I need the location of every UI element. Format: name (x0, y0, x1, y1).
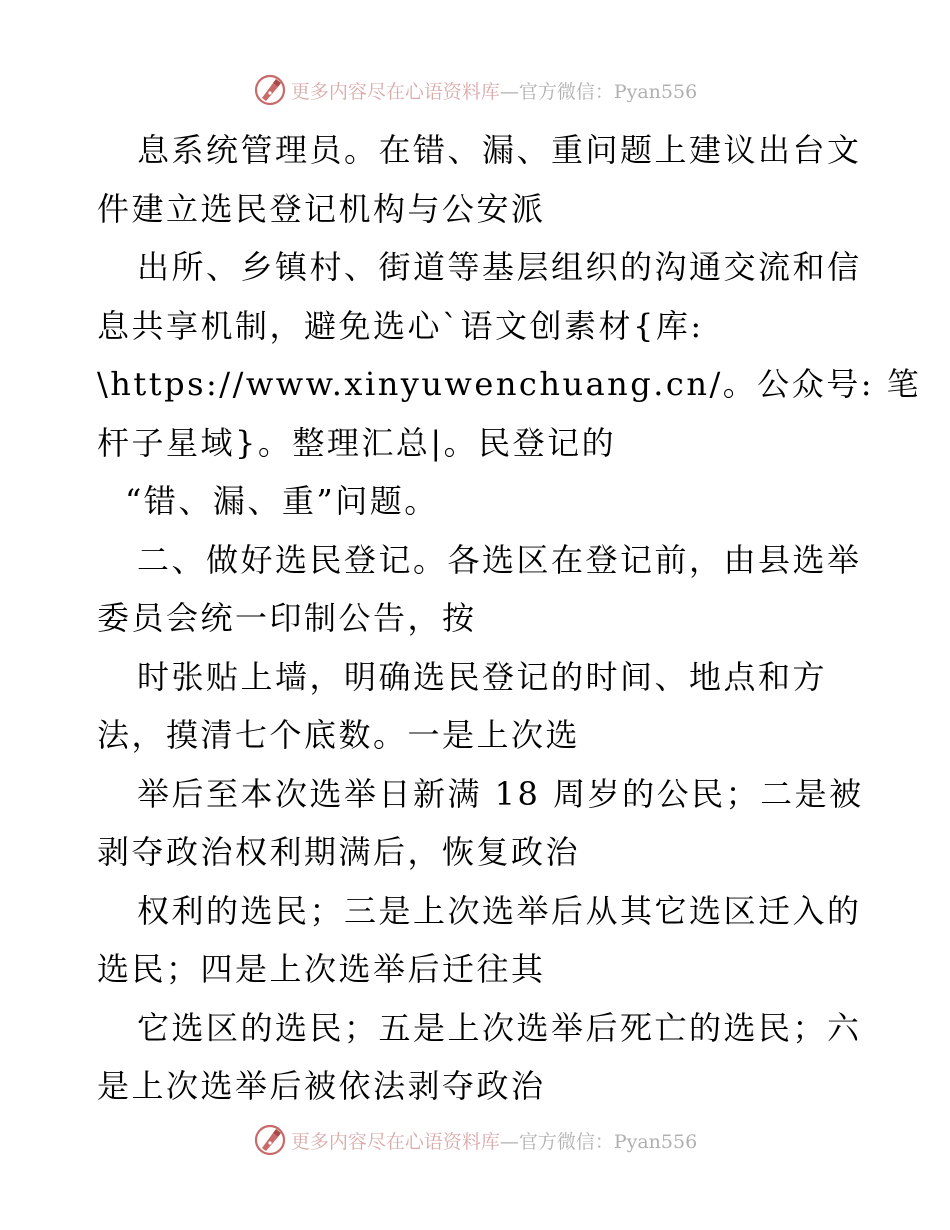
text-line: 权利的选民；三是上次选举后从其它选区迁入的 (137, 891, 862, 930)
text-line: \https://www.xinyuwenchuang.cn/。公众号: 笔 (97, 365, 922, 403)
text-line: 是上次选举后被依法剥夺政治 (97, 1067, 546, 1105)
text-line: 出所、乡镇村、街道等基层组织的沟通交流和信 (137, 248, 862, 286)
text-line: 举后至本次选举日新满 18 周岁的公民；二是被 (137, 774, 864, 813)
document-body (97, 121, 922, 1116)
watermark-banner-top (0, 70, 950, 110)
watermark-inner (253, 73, 697, 107)
text-line: 时张贴上墙，明确选民登记的时间、地点和方 (137, 657, 828, 696)
pen-logo-icon (253, 73, 287, 107)
text-line: 件建立选民登记机构与公安派 (97, 189, 546, 228)
text-line: 息系统管理员。在错、漏、重问题上建议出台文 (137, 131, 862, 169)
watermark-inner (253, 1123, 697, 1157)
watermark-text: 更多内容尽在心语资料库—官方微信：Pyan556 (290, 80, 698, 103)
text-line: “错、漏、重”问题。 (125, 482, 439, 520)
text-line: 二、做好选民登记。各选区在登记前，由县选举 (137, 540, 862, 579)
pen-logo-icon (253, 1123, 287, 1157)
text-line: 它选区的选民；五是上次选举后死亡的选民；六 (137, 1008, 862, 1047)
text-line: 剥夺政治权利期满后，恢复政治 (97, 833, 581, 871)
watermark-banner-bottom (0, 1120, 950, 1160)
text-line: 杆子星域}。整理汇总|。民登记的 (97, 423, 617, 462)
text-line: 委员会统一印制公告，按 (97, 599, 477, 637)
text-line: 息共享机制，避免选心`语文创素材{库: (97, 306, 704, 345)
text-line: 法，摸清七个底数。一是上次选 (97, 716, 581, 754)
watermark-text: 更多内容尽在心语资料库—官方微信：Pyan556 (290, 1130, 698, 1153)
text-line: 选民；四是上次选举后迁往其 (97, 950, 546, 988)
